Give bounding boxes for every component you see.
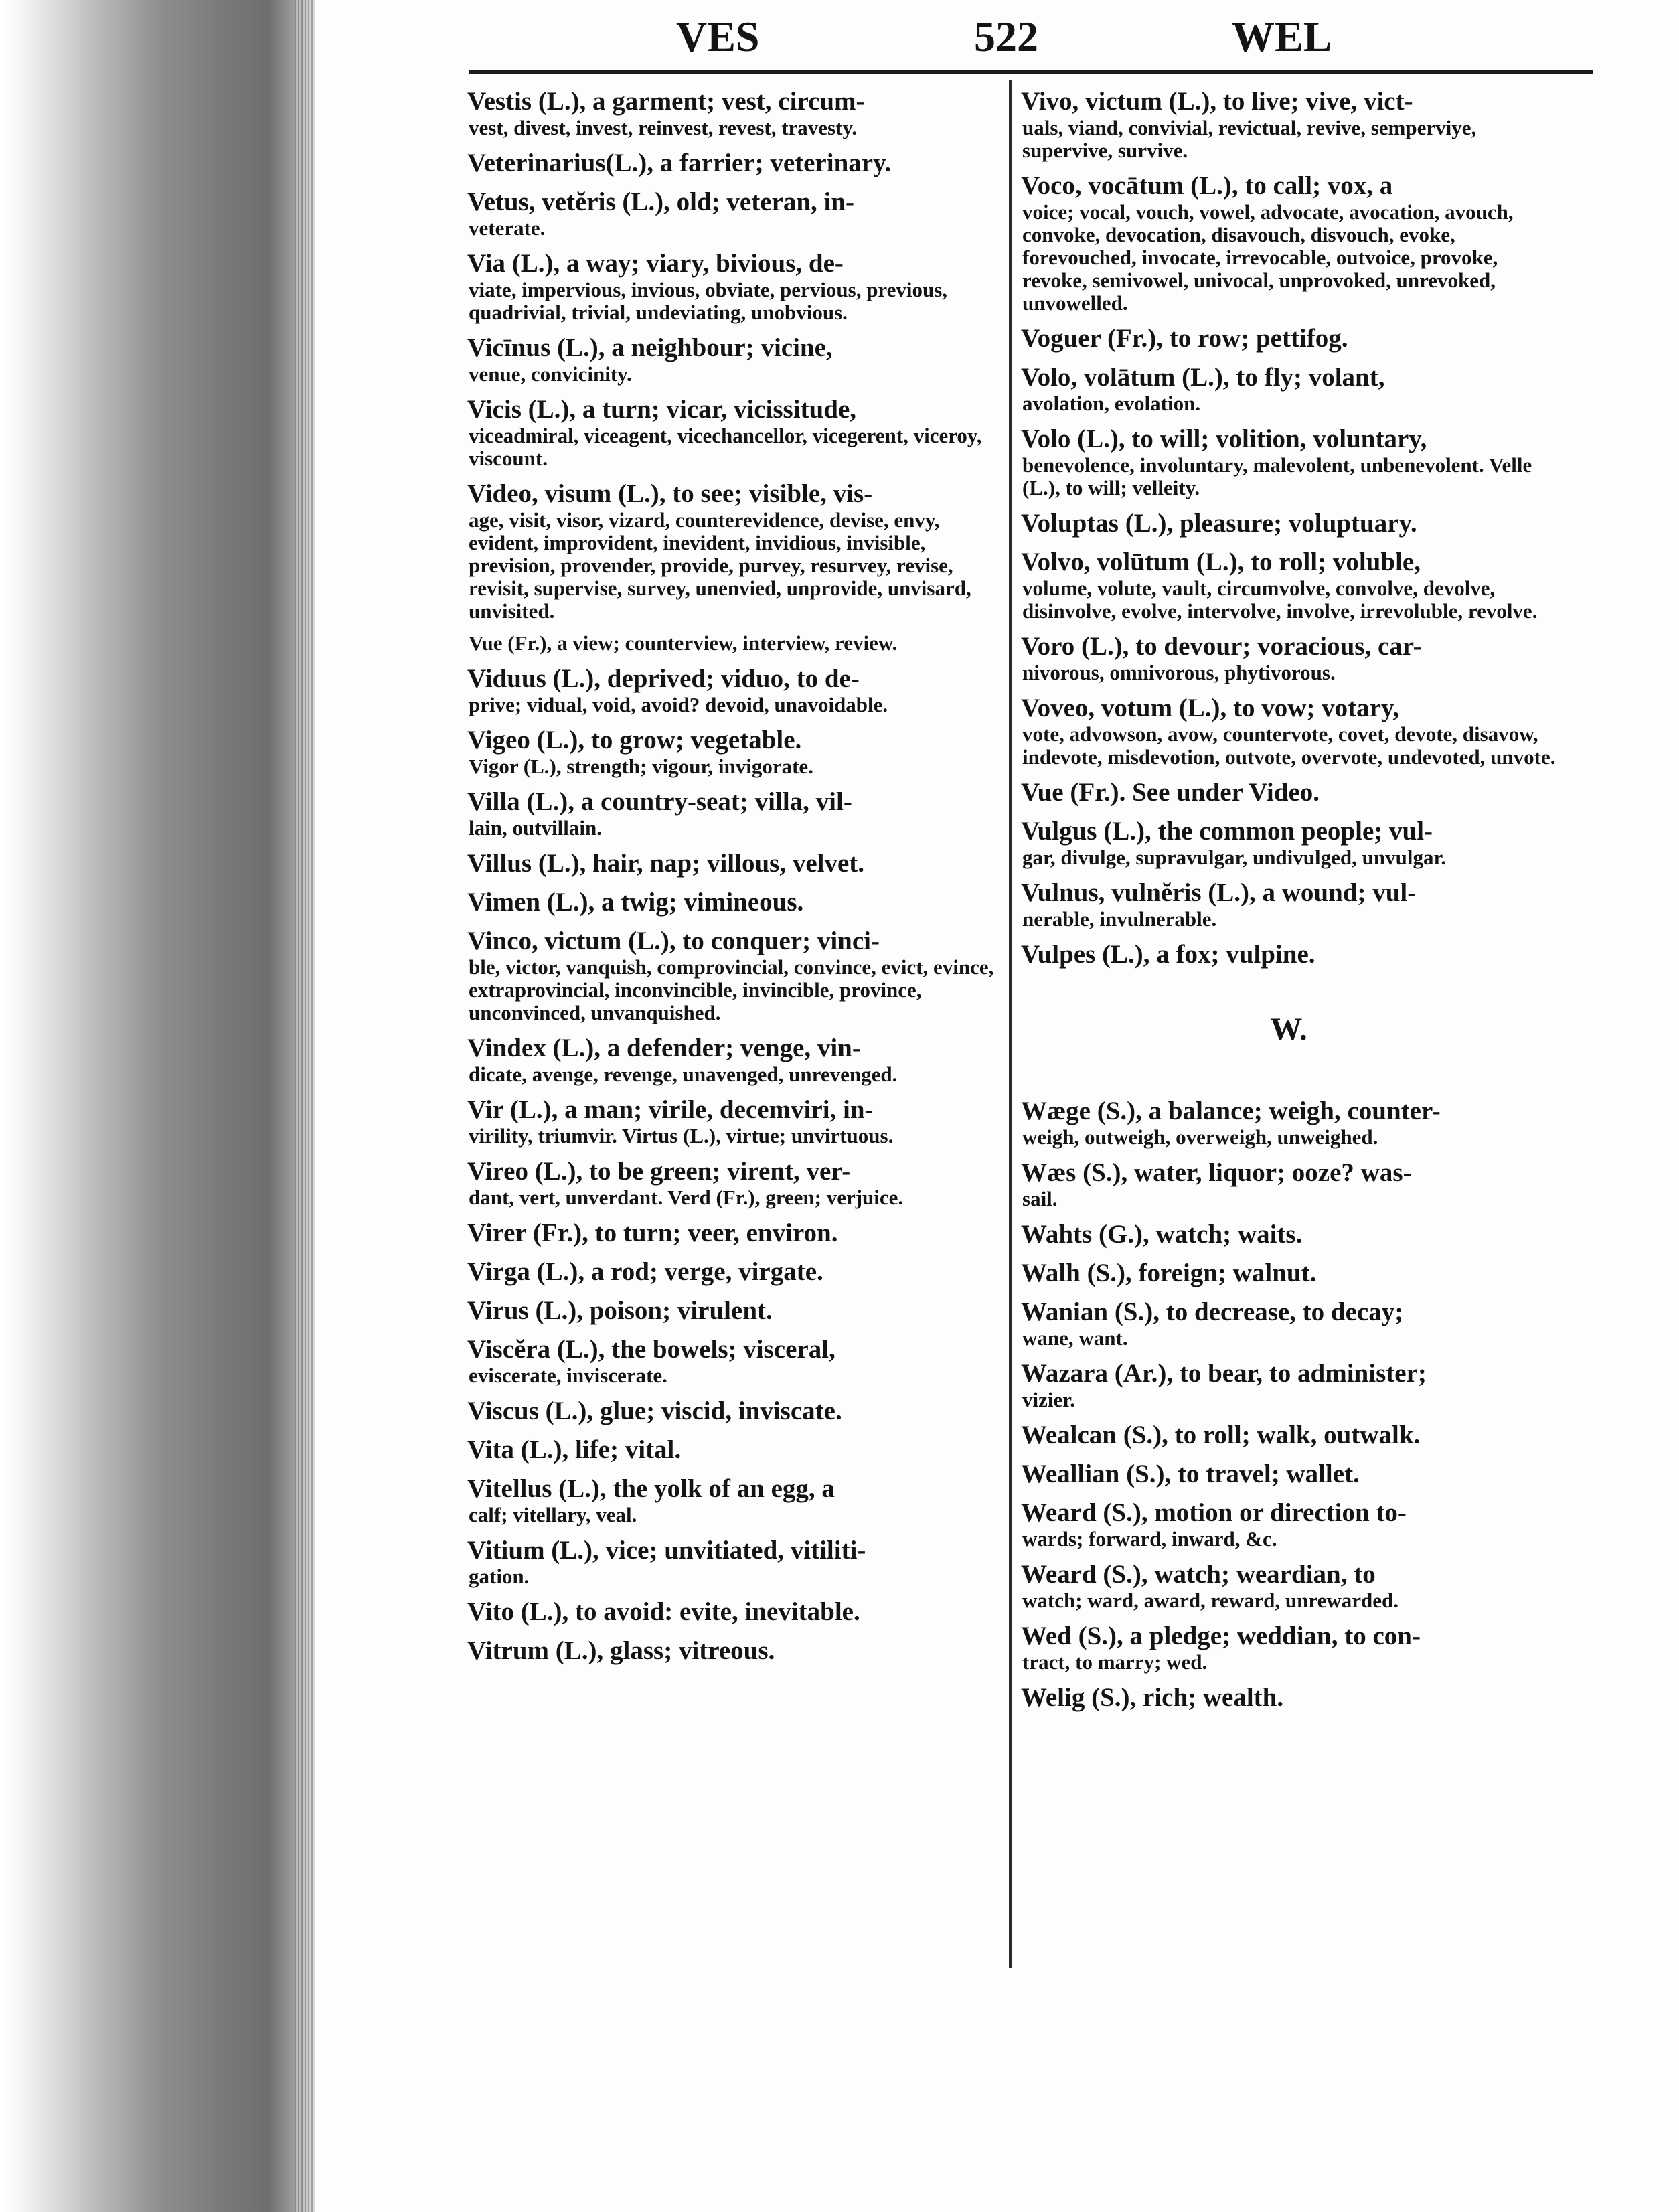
entry-derivatives: eviscerate, inviscerate.	[469, 1364, 667, 1387]
entry-derivatives: dicate, avenge, revenge, unavenged, unrevenged.	[469, 1062, 898, 1086]
dictionary-entry	[1021, 1158, 1556, 1210]
dictionary-entry	[467, 1034, 996, 1086]
entry-derivatives: veterate.	[469, 216, 546, 240]
dictionary-entry	[467, 1474, 996, 1526]
dictionary-entry	[467, 1536, 996, 1588]
dictionary-entry	[467, 787, 996, 840]
entry-headword: Vitium (L.), vice; unvitiated, vitiliti-	[467, 1536, 866, 1565]
entry-headword: Via (L.), a way; viary, bivious, de-	[467, 249, 844, 278]
entry-headword: Vita (L.), life; vital.	[467, 1435, 682, 1464]
dictionary-entry	[1021, 1421, 1556, 1450]
entry-derivatives: Vue (Fr.), a view; counterview, interview, review.	[469, 631, 898, 655]
entry-headword: Voluptas (L.), pleasure; voluptuary.	[1021, 509, 1417, 538]
entry-headword: Vue (Fr.). See under Video.	[1021, 778, 1320, 807]
entry-headword: Vicis (L.), a turn; vicar, vicissitude,	[467, 395, 857, 424]
entry-derivatives: benevolence, involuntary, malevolent, unbenevolent. Velle (L.), to will; velleity.	[1022, 453, 1532, 499]
dictionary-entry	[1021, 548, 1556, 623]
entry-derivatives: lain, outvillain.	[469, 816, 602, 840]
dictionary-entry	[467, 849, 996, 878]
entry-headword: Vir (L.), a man; virile, decemviri, in-	[467, 1095, 874, 1124]
dictionary-entry	[467, 149, 996, 178]
entry-headword: Vindex (L.), a defender; venge, vin-	[467, 1034, 861, 1062]
entry-derivatives: tract, to marry; wed.	[1022, 1650, 1208, 1674]
dictionary-entry	[1021, 1560, 1556, 1612]
dictionary-entry	[467, 187, 996, 240]
entry-derivatives: vest, divest, invest, reinvest, revest, travesty.	[469, 116, 857, 139]
entry-derivatives: dant, vert, unverdant. Verd (Fr.), green; verjuice.	[469, 1186, 904, 1209]
entry-derivatives: gation.	[469, 1565, 530, 1588]
entry-headword: Volvo, volūtum (L.), to roll; voluble,	[1021, 548, 1421, 576]
entry-derivatives: volume, volute, vault, circumvolve, convolve, devolve, disinvolve, evolve, intervolve, involve, irrevoluble, revolve.	[1022, 576, 1538, 623]
dictionary-entry	[467, 87, 996, 139]
dictionary-entry	[1021, 1259, 1556, 1288]
dictionary-entry	[1021, 1220, 1556, 1249]
entry-headword: Veterinarius(L.), a farrier; veterinary.	[467, 149, 892, 177]
dictionary-entry	[467, 479, 996, 623]
entry-derivatives: viate, impervious, invious, obviate, pervious, previous, quadrivial, trivial, undeviating, unobvious.	[469, 278, 948, 324]
column-divider	[1009, 80, 1012, 1968]
entry-headword: Wealcan (S.), to roll; walk, outwalk.	[1021, 1421, 1421, 1449]
book-spine-shadow	[0, 0, 315, 2212]
entry-headword: Viduus (L.), deprived; viduo, to de-	[467, 664, 860, 693]
entry-headword: Vulpes (L.), a fox; vulpine.	[1021, 940, 1315, 969]
dictionary-entry	[467, 1597, 996, 1627]
dictionary-entry	[1021, 694, 1556, 769]
dictionary-entry	[1021, 324, 1556, 353]
entry-headword: Wed (S.), a pledge; weddian, to con-	[1021, 1622, 1421, 1650]
entry-headword: Voveo, votum (L.), to vow; votary,	[1021, 694, 1400, 722]
dictionary-entry	[1021, 424, 1556, 499]
entry-headword: Vitrum (L.), glass; vitreous.	[467, 1636, 775, 1665]
dictionary-entry	[1021, 940, 1556, 969]
entry-headword: Vigeo (L.), to grow; vegetable.	[467, 726, 802, 755]
entry-headword: Vicīnus (L.), a neighbour; vicine,	[467, 333, 833, 362]
dictionary-entry	[1021, 817, 1556, 869]
entry-headword: Vivo, victum (L.), to live; vive, vict-	[1021, 87, 1413, 116]
page-number: 522	[974, 13, 1038, 60]
header-left-guide-word: VES	[676, 13, 760, 60]
dictionary-entry	[1021, 632, 1556, 684]
dictionary-entry	[1021, 1498, 1556, 1551]
section-letter: W.	[1270, 1012, 1307, 1047]
entry-headword: Welig (S.), rich; wealth.	[1021, 1683, 1284, 1712]
entry-headword: Vetus, vetĕris (L.), old; veteran, in-	[467, 187, 855, 216]
entry-headword: Volo, volātum (L.), to fly; volant,	[1021, 363, 1385, 392]
entry-headword: Villus (L.), hair, nap; villous, velvet.	[467, 849, 865, 878]
entry-derivatives: prive; vidual, void, avoid? devoid, unavoidable.	[469, 693, 888, 716]
entry-derivatives: nivorous, omnivorous, phytivorous.	[1022, 661, 1336, 684]
entry-headword: Vimen (L.), a twig; vimineous.	[467, 888, 804, 917]
dictionary-entry	[467, 1157, 996, 1209]
dictionary-entry	[467, 249, 996, 324]
entry-derivatives: vote, advowson, avow, countervote, covet, devote, disavow, indevote, misdevotion, outvote, overvote, undevoted, unvote.	[1022, 722, 1556, 769]
entry-headword: Weallian (S.), to travel; wallet.	[1021, 1459, 1360, 1488]
left-column	[467, 87, 996, 1675]
entry-headword: Virus (L.), poison; virulent.	[467, 1296, 773, 1325]
entry-headword: Viscus (L.), glue; viscid, inviscate.	[467, 1397, 842, 1425]
entry-headword: Vito (L.), to avoid: evite, inevitable.	[467, 1597, 860, 1626]
entry-headword: Viscĕra (L.), the bowels; visceral,	[467, 1335, 835, 1364]
entry-derivatives: vizier.	[1022, 1388, 1075, 1411]
entry-derivatives: avolation, evolation.	[1022, 392, 1201, 415]
entry-derivatives: watch; ward, award, reward, unrewarded.	[1022, 1589, 1398, 1612]
entry-headword: Wanian (S.), to decrease, to decay;	[1021, 1297, 1404, 1326]
entry-derivatives: age, visit, visor, vizard, counterevidence, devise, envy, evident, improvident, inevident, invidious, invisible, prevision, provender, provide, purvey, resurvey, revise, revisit, supervise, survey, unenvied, unprovide, unvisard, unvisited.	[469, 508, 971, 623]
dictionary-entry	[1021, 509, 1556, 538]
entry-derivatives: weigh, outweigh, overweigh, unweighed.	[1022, 1125, 1378, 1149]
entry-headword: Vitellus (L.), the yolk of an egg, a	[467, 1474, 835, 1503]
dictionary-entry	[1021, 1359, 1556, 1411]
entry-headword: Voro (L.), to devour; voracious, car-	[1021, 632, 1422, 661]
dictionary-entry	[1021, 1683, 1556, 1713]
dictionary-entry	[467, 1218, 996, 1248]
entry-headword: Vireo (L.), to be green; virent, ver-	[467, 1157, 851, 1186]
entry-derivatives: nerable, invulnerable.	[1022, 907, 1217, 931]
dictionary-entry	[467, 1397, 996, 1426]
entry-headword: Voco, vocātum (L.), to call; vox, a	[1021, 171, 1393, 200]
dictionary-entry	[467, 1636, 996, 1666]
entry-headword: Wahts (G.), watch; waits.	[1021, 1220, 1303, 1249]
dictionary-entry	[1021, 1297, 1556, 1350]
dictionary-entry	[1021, 1097, 1556, 1149]
entry-derivatives: virility, triumvir. Virtus (L.), virtue; unvirtuous.	[469, 1124, 894, 1148]
entry-derivatives: wane, want.	[1022, 1326, 1128, 1350]
dictionary-entry	[1021, 778, 1556, 807]
dictionary-entry	[467, 1095, 996, 1148]
dictionary-entry	[1021, 1459, 1556, 1489]
entry-headword: Volo (L.), to will; volition, voluntary,	[1021, 424, 1427, 453]
entry-derivatives: ble, victor, vanquish, comprovincial, convince, evict, evince, extraprovincial, inconvincible, invincible, province, unconvinced, unvanquished.	[469, 955, 994, 1024]
dictionary-entry	[467, 1257, 996, 1287]
entry-derivatives: viceadmiral, viceagent, vicechancellor, vicegerent, viceroy, viscount.	[469, 424, 982, 470]
entry-headword: Vulgus (L.), the common people; vul-	[1021, 817, 1433, 846]
entry-derivatives: Vigor (L.), strength; vigour, invigorate.	[469, 755, 813, 778]
entry-headword: Wæge (S.), a balance; weigh, counter-	[1021, 1097, 1441, 1125]
dictionary-entry	[1021, 171, 1556, 315]
dictionary-entry	[467, 632, 996, 655]
dictionary-entry	[467, 395, 996, 470]
entry-headword: Virer (Fr.), to turn; veer, environ.	[467, 1218, 838, 1247]
dictionary-entry	[1021, 1622, 1556, 1674]
dictionary-entry	[467, 664, 996, 716]
dictionary-entry	[467, 1296, 996, 1326]
header-right-guide-word: WEL	[1232, 13, 1332, 60]
dictionary-entry	[1021, 87, 1556, 162]
entry-headword: Weard (S.), motion or direction to-	[1021, 1498, 1407, 1527]
entry-derivatives: venue, convicinity.	[469, 362, 632, 386]
entry-headword: Vulnus, vulnĕris (L.), a wound; vul-	[1021, 878, 1417, 907]
entry-headword: Weard (S.), watch; weardian, to	[1021, 1560, 1376, 1589]
right-column	[1021, 87, 1556, 1722]
dictionary-entry	[467, 333, 996, 386]
entry-derivatives: wards; forward, inward, &c.	[1022, 1527, 1277, 1551]
entry-headword: Wazara (Ar.), to bear, to administer;	[1021, 1359, 1427, 1388]
entry-headword: Voguer (Fr.), to row; pettifog.	[1021, 324, 1348, 353]
dictionary-entry	[1021, 878, 1556, 931]
running-header	[469, 7, 1620, 67]
dictionary-entry	[1021, 363, 1556, 415]
dictionary-entry	[467, 726, 996, 778]
dictionary-entry	[467, 1435, 996, 1465]
entry-headword: Vinco, victum (L.), to conquer; vinci-	[467, 927, 880, 955]
dictionary-entry	[467, 927, 996, 1024]
entry-headword: Villa (L.), a country-seat; villa, vil-	[467, 787, 852, 816]
entry-derivatives: sail.	[1022, 1187, 1058, 1210]
entry-derivatives: uals, viand, convivial, revictual, revive, semperviye, supervive, survive.	[1022, 116, 1477, 162]
entry-headword: Video, visum (L.), to see; visible, vis-	[467, 479, 873, 508]
entry-headword: Virga (L.), a rod; verge, virgate.	[467, 1257, 823, 1286]
dictionary-entry	[467, 1335, 996, 1387]
dictionary-entry	[467, 888, 996, 917]
entry-derivatives: calf; vitellary, veal.	[469, 1503, 637, 1526]
entry-headword: Wæs (S.), water, liquor; ooze? was-	[1021, 1158, 1412, 1187]
entry-headword: Vestis (L.), a garment; vest, circum-	[467, 87, 865, 116]
header-rule	[469, 70, 1593, 74]
entry-headword: Walh (S.), foreign; walnut.	[1021, 1259, 1317, 1287]
entry-derivatives: gar, divulge, supravulgar, undivulged, unvulgar.	[1022, 846, 1447, 869]
entry-derivatives: voice; vocal, vouch, vowel, advocate, avocation, avouch, convoke, devocation, disavouch, disvouch, evoke, forevouched, invocate, irrevocable, outvoice, provoke, revoke, semivowel, univocal, unprovoked, unrevoked, unvowelled.	[1022, 200, 1514, 315]
